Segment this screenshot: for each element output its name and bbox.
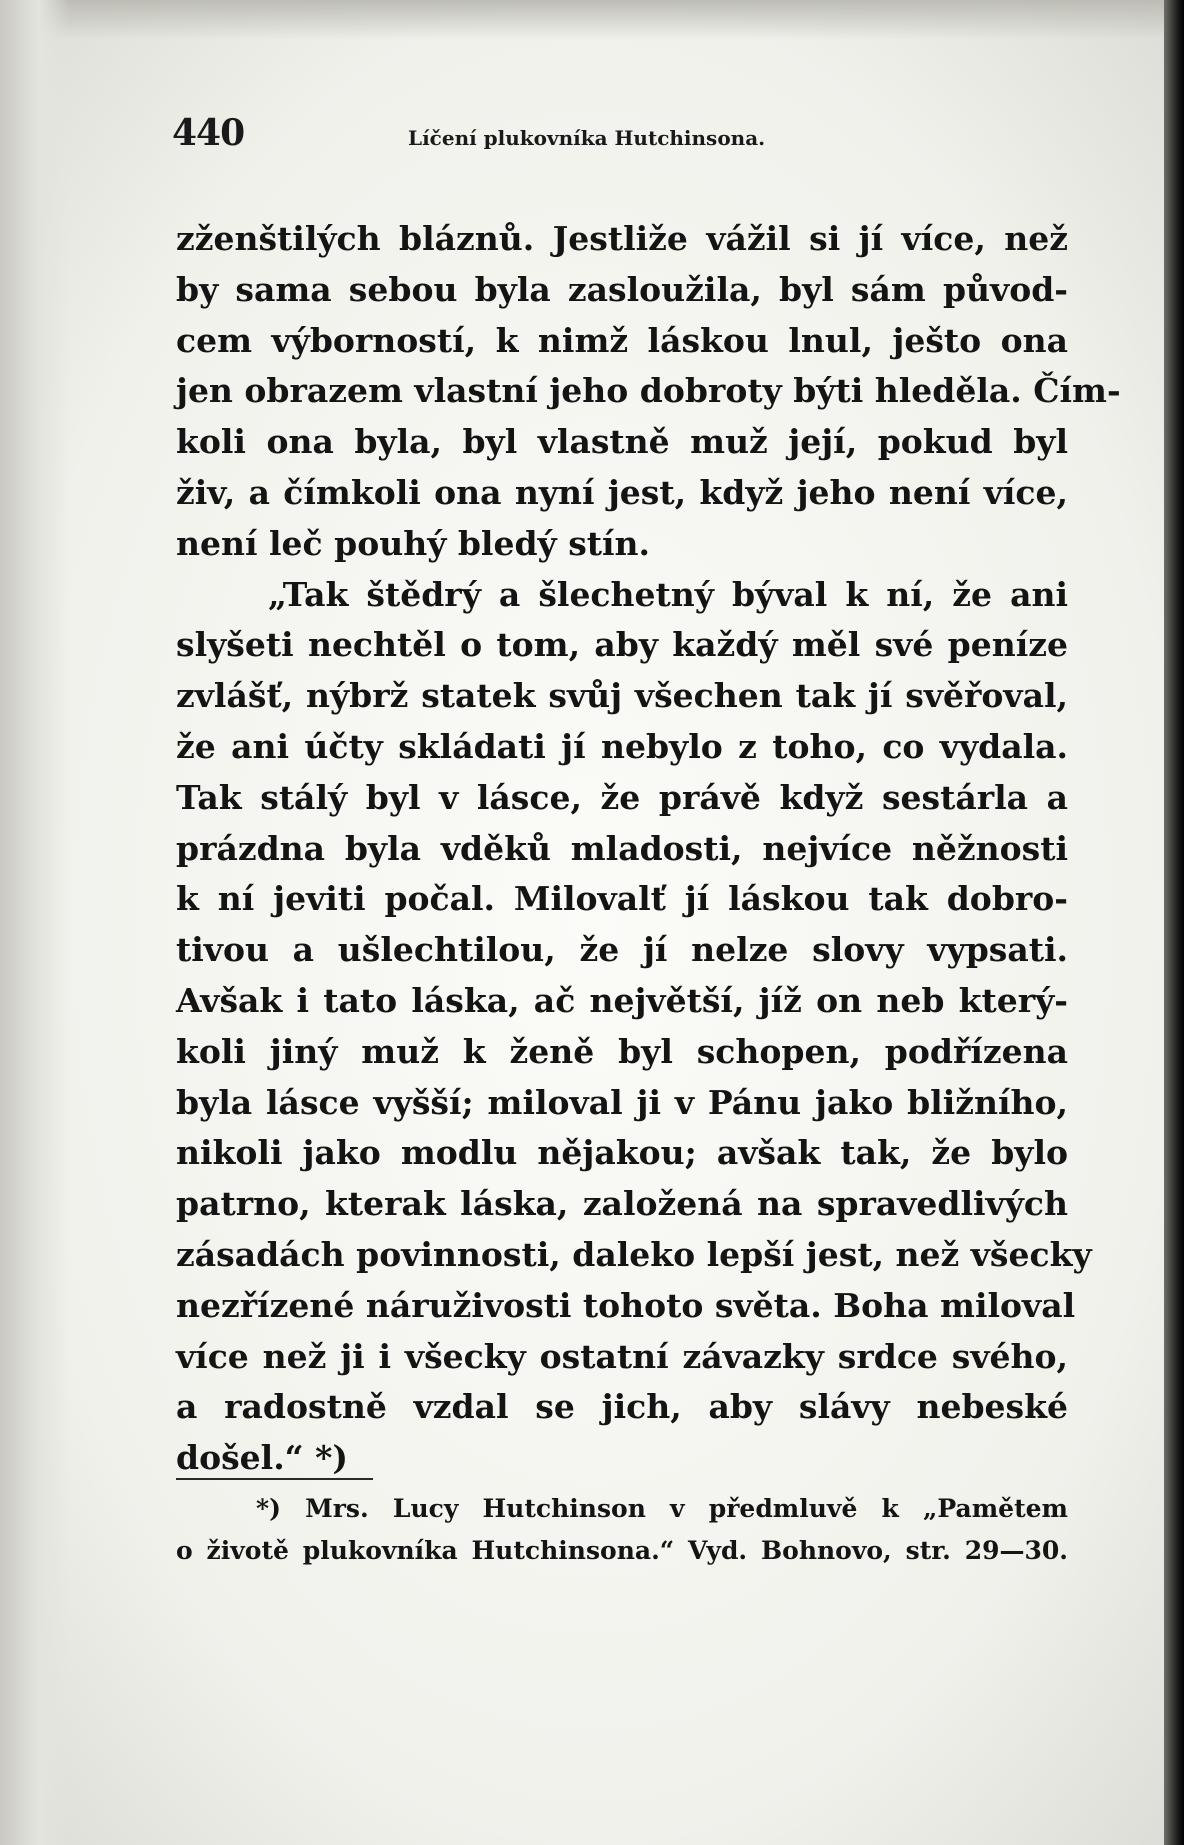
paragraph-end-line: není leč pouhý bledý stín. (176, 523, 651, 563)
text-line: zásadách povinnosti, daleko lepší jest, než všecky (176, 1234, 1092, 1274)
paragraph-start-line: „Tak štědrý a šlechetný býval k ní, že ani (268, 574, 1068, 614)
text-line: jen obrazem vlastní jeho dobroty býti hleděla. Čím- (176, 371, 1121, 411)
text-line: patrno, kterak láska, založená na spravedlivých (176, 1184, 1068, 1224)
text-line: k ní jeviti počal. Milovalť jí láskou tak dobro- (176, 879, 1068, 919)
running-title: Líčení plukovníka Hutchinsona. (408, 126, 766, 150)
footnote (176, 1488, 1068, 1572)
page-top-shadow (0, 0, 1184, 40)
text-line: slyšeti nechtěl o tom, aby každý měl své peníze (176, 625, 1068, 665)
text-line: a radostně vzdal se jich, aby slávy nebeské (176, 1387, 1068, 1427)
page-left-shadow (0, 0, 70, 1845)
text-line: nikoli jako modlu nějakou; avšak tak, že bylo (176, 1133, 1068, 1173)
footnote-divider (176, 1478, 373, 1480)
text-line: že ani účty skládati jí nebylo z toho, co vydala. (176, 726, 1068, 766)
text-line: více než ji i všecky ostatní závazky srdce svého, (176, 1336, 1068, 1376)
text-line: cem výborností, k nimž láskou lnul, ješto ona (176, 320, 1068, 360)
text-line: zvlášť, nýbrž statek svůj všechen tak jí svěřoval, (176, 676, 1068, 716)
page-right-edge (1164, 0, 1184, 1845)
page-header (172, 112, 1072, 162)
text-line: zženštilých bláznů. Jestliže vážil si jí více, než (176, 219, 1068, 258)
text-line: koli ona byla, byl vlastně muž její, pokud byl (176, 422, 1068, 462)
text-line: živ, a čímkoli ona nyní jest, když jeho není více, (176, 472, 1068, 512)
text-line: by sama sebou byla zasloužila, byl sám původ- (176, 269, 1068, 309)
footnote-line: o životě plukovníka Hutchinsona.“ Vyd. Bohnovo, str. 29—30. (176, 1536, 1068, 1565)
text-line: byla lásce vyšší; miloval ji v Pánu jako bližního, (176, 1082, 1068, 1122)
text-line: Tak stálý byl v lásce, že právě když sestárla a (176, 777, 1068, 817)
main-text (176, 214, 1121, 1484)
paragraph-end-line: došel.“ *) (176, 1438, 349, 1478)
page-number: 440 (172, 112, 245, 154)
text-line: prázdna byla vděků mladosti, nejvíce něžnosti (176, 828, 1068, 868)
text-line: koli jiný muž k ženě byl schopen, podřízena (176, 1031, 1068, 1071)
text-line: tivou a ušlechtilou, že jí nelze slovy vypsati. (176, 930, 1068, 970)
text-line: Avšak i tato láska, ač největší, jíž on neb který- (176, 980, 1068, 1020)
text-line: nezřízené náruživosti tohoto světa. Boha miloval (176, 1285, 1076, 1325)
footnote-line: *) Mrs. Lucy Hutchinson v předmluvě k „Pamětem (256, 1494, 1068, 1523)
